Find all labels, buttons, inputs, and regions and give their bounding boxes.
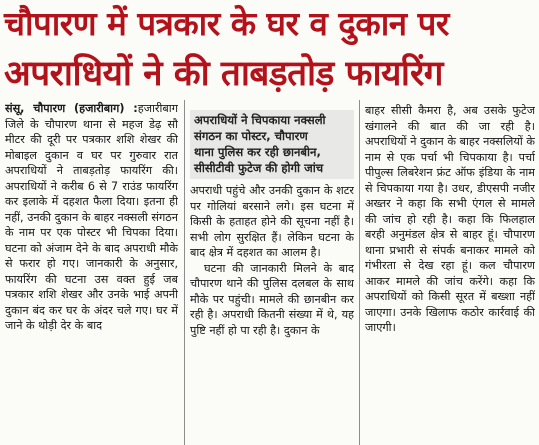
headline-line-2: अपराधियों ने की ताबड़तोड़ फायरिंग (4, 54, 443, 94)
column-divider (184, 100, 185, 445)
article-column-2 (190, 110, 354, 445)
highlight-line: थाना पुलिस कर रही छानबीन, (194, 145, 321, 159)
article-column-1 (5, 101, 178, 445)
highlight-line: सीसीटीवी फुटेज की होगी जांच (194, 161, 324, 175)
headline-line-1: चौपारण में पत्रकार के घर व दुकान पर (4, 4, 449, 43)
article-paragraph: अपराधी पहुंचे और उनकी दुकान के शटर पर गोलियां बरसाने लगे। इस घटना में किसी के हताहत होने की सूचना नहीं है। सभी लोग सुरक्षित हैं। लेकिन घटना के बाद क्षेत्र में दहशत का आलम है। (190, 184, 354, 259)
article-body-text: हजारीबाग जिले के चौपारण थाना से महज डेढ़ सौ मीटर की दूरी पर पत्रकार शशि शेखर की मोबाइल दुकान व घर पर गुरुवार रात अपराधियों ने ताबड़तोड़ फायरिंग की। अपराधियों ने करीब 6 से 7 राउंड फायरिंग कर इलाके में दहशत फैला दिया। इतना ही नहीं, उनकी दुकान के बाहर नक्सली संगठन के नाम पर एक पोस्टर भी चिपका दिया। घटना को अंजाम देने के बाद अपराधी मौके से फरार हो गए। जानकारी के अनुसार, फायरिंग की घटना उस वक्त हुई जब पत्रकार शशि शेखर और उनके भाई अपनी दुकान बंद कर घर के अंदर चले गए। घर में जाने के थोड़ी देर के बाद (5, 102, 178, 332)
highlight-line: अपराधियों ने चिपकाया नक्सली (194, 113, 326, 127)
highlight-line: संगठन का पोस्टर, चौपारण (194, 129, 308, 143)
dateline: संसू, चौपारण (हजारीबाग) : (5, 102, 138, 115)
article-body-text: बाहर सीसी कैमरा है, अब उसके फुटेज खंगालने की बात की जा रही है। अपराधियों ने दुकान के बाहर नक्सलियों के नाम से एक पर्चा भी चिपकाया है। पर्चा पीपुल्स लिबरेशन फ्रंट ऑफ इंडिया के नाम से चिपकाया गया है। उधर, डीएसपी नजीर अख्तर ने कहा कि सभी एंगल से मामले की जांच हो रही है। कहा कि फिलहाल बरही अनुमंडल क्षेत्र से बाहर हूं। चौपारण थाना प्रभारी से संपर्क बनाकर मामले को गंभीरता से देख रहा हूं। कल चौपारण आकर मामले की जांच करेंगे। कहा कि अपराधियों को किसी सूरत में बख्शा नहीं जाएगा। उनके खिलाफ कठोर कार्रवाई की जाएगी। (365, 104, 535, 334)
highlight-box (190, 110, 354, 179)
article-column-3 (365, 103, 535, 445)
column-divider (359, 100, 360, 445)
article-paragraph: घटना की जानकारी मिलने के बाद चौपारण थाने की पुलिस दलबल के साथ मौके पर पहुंची। मामले की छानबीन कर रही है। अपराधी कितनी संख्या में थे, यह पुष्टि नहीं हो पा रही है। दुकान के (190, 261, 354, 337)
